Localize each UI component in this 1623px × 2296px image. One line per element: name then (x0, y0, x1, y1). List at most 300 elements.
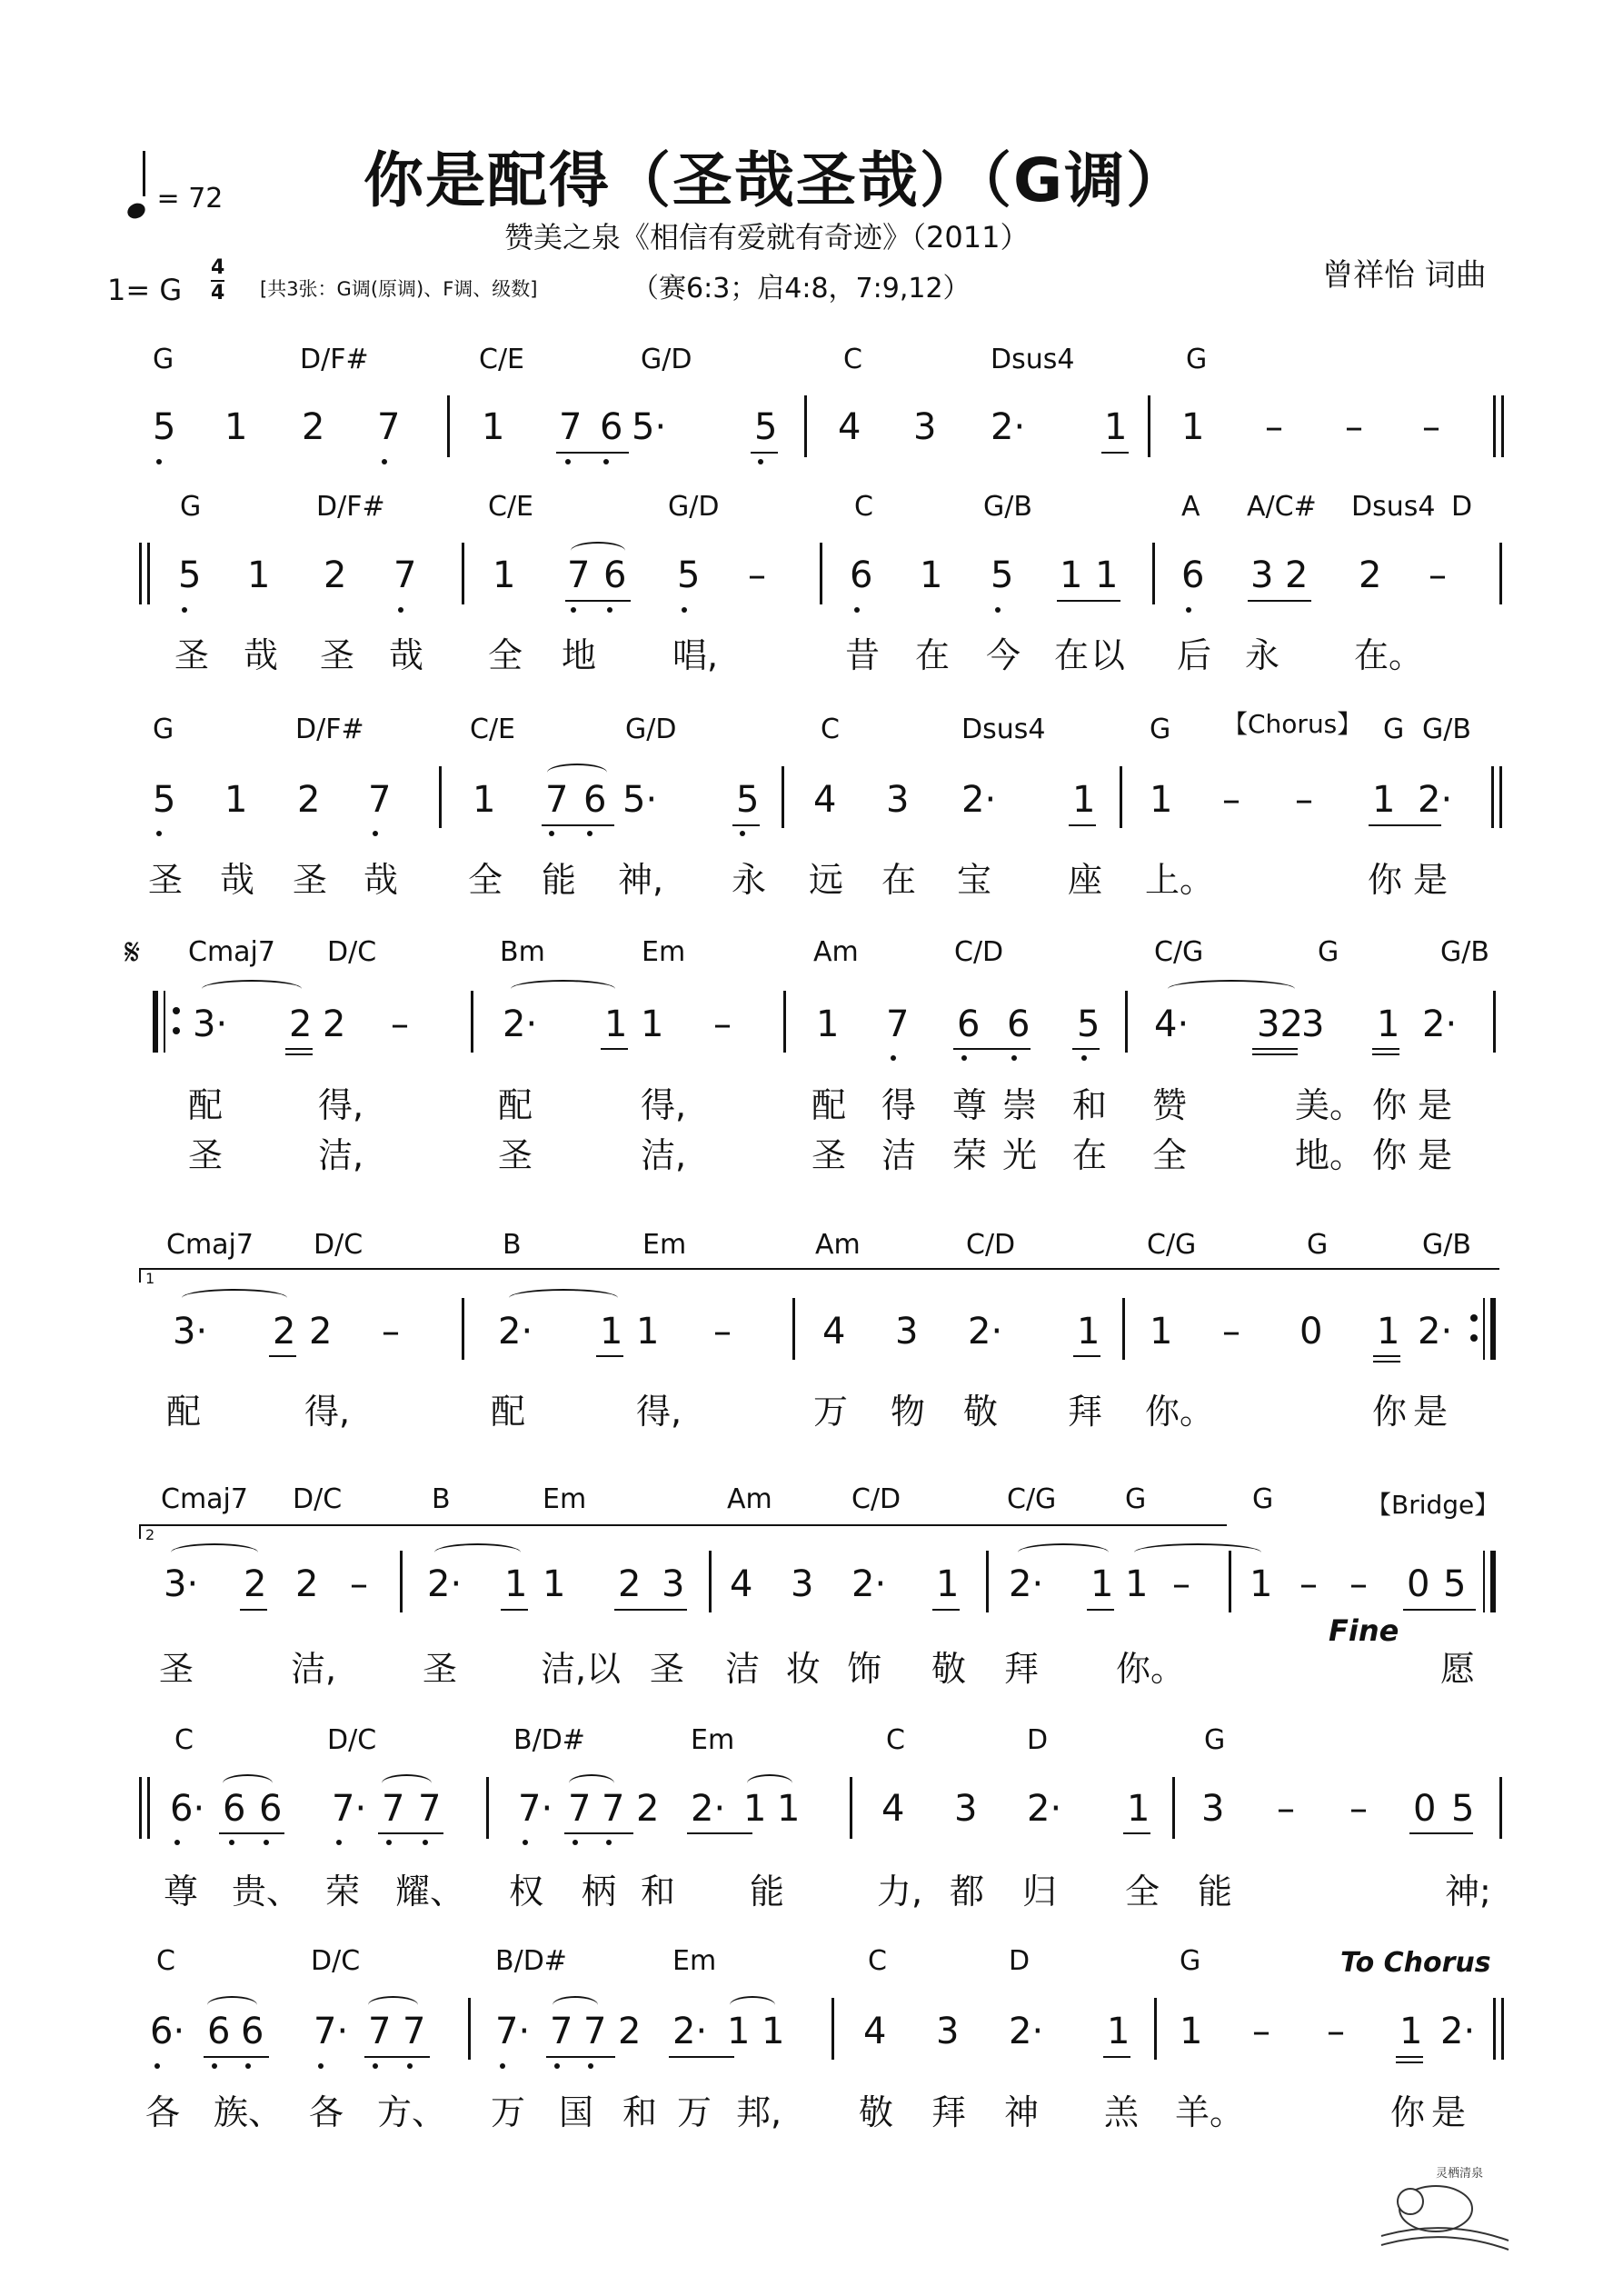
note: 3 (936, 2011, 960, 2052)
note: 2 (1285, 554, 1309, 596)
note: 6 (207, 2011, 231, 2052)
lyric: 哉 (220, 860, 255, 900)
note: 2 (289, 1003, 313, 1045)
note: 1 (636, 1311, 660, 1353)
note: 1 (777, 1788, 801, 1830)
lyric: 永 (732, 860, 767, 900)
lyric: 圣 (812, 1135, 847, 1175)
lyric: 全 (1152, 1135, 1188, 1175)
barline (471, 991, 473, 1053)
lyric: 愿 (1440, 1649, 1476, 1689)
second-ending-bracket (139, 1524, 1227, 1539)
lyric: 敬 (859, 2092, 894, 2132)
chord: C (174, 1724, 194, 1756)
song-title: 你是配得（圣哉圣哉）（G调） (363, 145, 1189, 215)
note: – (1345, 406, 1363, 448)
lyric: 圣 (320, 635, 355, 675)
chord: D (1451, 491, 1473, 523)
note: – (1349, 1563, 1368, 1605)
chord: G (1318, 936, 1339, 968)
lyric: 敬 (963, 1392, 999, 1432)
time-bottom: 4 (211, 282, 225, 304)
note: – (382, 1311, 400, 1353)
note: – (1299, 1563, 1318, 1605)
lyric: 和 (622, 2092, 658, 2132)
note: 5 (178, 554, 202, 596)
lyric: 归 (1022, 1872, 1058, 1912)
lyric: 你。 (1145, 1392, 1215, 1432)
note: 1 (1181, 406, 1205, 448)
note: 3· (173, 1311, 208, 1353)
lyric: 和 (641, 1872, 676, 1912)
note: 2· (498, 1311, 533, 1353)
chord: G (1204, 1724, 1226, 1756)
note: 7· (314, 2011, 349, 2052)
lyric: 全 (468, 860, 503, 900)
note: 1 (1077, 1311, 1100, 1353)
chord: C/E (470, 714, 516, 745)
lyric: 和 (1072, 1085, 1108, 1125)
note: 1 (247, 554, 271, 596)
note: 6 (259, 1788, 283, 1830)
note: 1 (1090, 1563, 1114, 1605)
barline (986, 1551, 989, 1612)
barline (850, 1777, 852, 1839)
chord: Em (543, 1483, 587, 1515)
lyric: 圣 (293, 860, 328, 900)
note: 2· (1440, 2011, 1476, 2052)
note: 2 (273, 1311, 296, 1353)
note: – (1222, 1311, 1240, 1353)
chord: G/B (983, 491, 1032, 523)
barline (1493, 991, 1496, 1053)
chord: D/F# (295, 714, 364, 745)
note: 2· (672, 2011, 708, 2052)
chord: B/D# (495, 1945, 567, 1977)
lyric: 是 (1431, 2092, 1467, 2132)
chord: D/F# (316, 491, 385, 523)
note: 1 (727, 2011, 751, 2052)
chord: B (503, 1229, 522, 1261)
barline (1152, 543, 1155, 604)
note: 4 (838, 406, 861, 448)
note: 6 (1007, 1003, 1031, 1045)
note: 1 (1127, 1788, 1150, 1830)
note: 2 (618, 1563, 642, 1605)
lyric: 圣 (188, 1135, 224, 1175)
note: 2· (991, 406, 1026, 448)
lyric: 得 (881, 1085, 917, 1125)
note: 1 (1095, 554, 1119, 596)
lyric: 神 (1004, 2092, 1040, 2132)
lyric: 权 (509, 1872, 544, 1912)
time-signature (211, 256, 224, 305)
note: 2 (244, 1563, 267, 1605)
note: 4· (1154, 1003, 1190, 1045)
note: 2· (1009, 1563, 1044, 1605)
lyric: 荣 (325, 1872, 361, 1912)
note: 2· (1418, 1311, 1453, 1353)
barline (782, 766, 784, 828)
note: 1 (1150, 779, 1173, 821)
chord: G/B (1422, 714, 1471, 745)
note: – (391, 1003, 409, 1045)
chord: G (1125, 1483, 1147, 1515)
chord: G (153, 714, 174, 745)
lyric: 以 (1090, 635, 1126, 675)
lyric: 贵、 (232, 1872, 302, 1912)
note: 4 (863, 2011, 887, 2052)
note: 5 (991, 554, 1014, 596)
note: – (1222, 779, 1240, 821)
barline (709, 1551, 712, 1612)
note: – (1252, 2011, 1270, 2052)
note: 4 (822, 1311, 846, 1353)
note: 1 (816, 1003, 840, 1045)
chord: Em (642, 1229, 687, 1261)
tempo-marking (127, 162, 223, 215)
lyric: 配 (498, 1085, 533, 1125)
lyric: 哉 (363, 860, 399, 900)
lyric: 是 (1418, 1085, 1453, 1125)
chord: D/C (314, 1229, 363, 1261)
lyric: 万 (813, 1392, 849, 1432)
lyric: 族、 (214, 2092, 284, 2132)
chord: Cmaj7 (161, 1483, 248, 1515)
note: 2 (297, 779, 321, 821)
barline (1154, 1998, 1157, 2060)
chord: C/D (966, 1229, 1016, 1261)
note: 1 (1250, 1563, 1273, 1605)
double-barline (139, 543, 150, 604)
note: 4 (813, 779, 837, 821)
chord: C/E (488, 491, 534, 523)
chord: G/B (1422, 1229, 1471, 1261)
note: 3 (791, 1563, 814, 1605)
chord: D/C (293, 1483, 343, 1515)
chord: G (1383, 714, 1405, 745)
lyric: 地 (562, 635, 597, 675)
lyric: 洁, (641, 1135, 687, 1175)
repeat-dots (1470, 1314, 1478, 1342)
lyric: 尊 (952, 1085, 988, 1125)
note: 7 (559, 406, 582, 448)
note: 1 (936, 1563, 960, 1605)
chord: Cmaj7 (166, 1229, 254, 1261)
note: 7 (418, 1788, 442, 1830)
song-subtitle: 赞美之泉《相信有爱就有奇迹》（2011） (504, 220, 1030, 255)
lyric: 方、 (377, 2092, 447, 2132)
note: 1 (1150, 1311, 1173, 1353)
lyric: 在 (1054, 635, 1090, 675)
lyric: 洁,以 (541, 1649, 622, 1689)
time-top: 4 (211, 256, 224, 282)
note: 7· (495, 2011, 531, 2052)
lyric: 哉 (389, 635, 424, 675)
lyric: 是 (1418, 1135, 1453, 1175)
note: 2· (691, 1788, 726, 1830)
lyric: 尊 (164, 1872, 199, 1912)
barline (820, 543, 822, 604)
lyric: 力, (877, 1872, 923, 1912)
note: 2· (968, 1311, 1003, 1353)
note: 0 (1407, 1563, 1430, 1605)
chord: Em (691, 1724, 735, 1756)
note: 2· (1009, 2011, 1044, 2052)
note: 7 (382, 1788, 405, 1830)
lyric: 物 (891, 1392, 926, 1432)
double-barline (1493, 1998, 1504, 2060)
note: 5· (632, 406, 667, 448)
note: 3 (954, 1788, 978, 1830)
note: 1 (1060, 554, 1083, 596)
lyric: 洁 (881, 1135, 917, 1175)
lyric: 饰 (847, 1649, 882, 1689)
note: 1 (493, 554, 516, 596)
note: – (1172, 1563, 1190, 1605)
note: – (1295, 779, 1313, 821)
note: – (748, 554, 766, 596)
note: 2· (1027, 1788, 1062, 1830)
note: – (350, 1563, 368, 1605)
note: 6· (150, 2011, 185, 2052)
chord: C (821, 714, 840, 745)
quarter-note-icon (125, 201, 148, 222)
note: 7 (550, 2011, 573, 2052)
barline (1172, 1777, 1175, 1839)
lyric: 圣 (174, 635, 210, 675)
note: 0 (1299, 1311, 1323, 1353)
chord: D/C (327, 936, 377, 968)
repeat-end-bar (1490, 1298, 1496, 1360)
note: – (1265, 406, 1283, 448)
lyric: 在。 (1354, 635, 1424, 675)
note: 7 (403, 2011, 426, 2052)
note: 7 (886, 1003, 910, 1045)
note: 6 (957, 1003, 981, 1045)
note: 6 (241, 2011, 264, 2052)
lyric: 远 (809, 860, 844, 900)
chord: D/C (311, 1945, 361, 1977)
note: 1 (604, 1003, 628, 1045)
note: 1 (543, 1563, 566, 1605)
repeat-start-bar (153, 991, 158, 1053)
chord: C (843, 344, 862, 375)
lyric: 全 (1125, 1872, 1160, 1912)
lyric: 柄 (582, 1872, 617, 1912)
first-ending-number: 1 (145, 1270, 155, 1287)
note: 2 (636, 1788, 660, 1830)
second-ending-number: 2 (145, 1526, 155, 1543)
chord: G (180, 491, 202, 523)
barline (783, 991, 786, 1053)
chord: G (1307, 1229, 1329, 1261)
lyric: 配 (491, 1392, 526, 1432)
tempo-value: = 72 (156, 183, 224, 215)
note: 6 (223, 1788, 246, 1830)
lyric: 座 (1068, 860, 1103, 900)
barline (462, 1298, 464, 1360)
note: 6 (600, 406, 623, 448)
note: 2 (618, 2011, 642, 2052)
note: 1 (1104, 406, 1128, 448)
chord: D (1009, 1945, 1031, 1977)
chord: Em (672, 1945, 717, 1977)
lyric: 得, (636, 1392, 682, 1432)
chord: C/D (954, 936, 1004, 968)
double-barline (1491, 766, 1502, 828)
lyric: 羊。 (1175, 2092, 1245, 2132)
lyric: 光 (1002, 1135, 1038, 1175)
chord: C (156, 1945, 175, 1977)
note: 3· (193, 1003, 228, 1045)
note: 1 (920, 554, 943, 596)
note: 7 (583, 2011, 607, 2052)
lyric: 洁, (291, 1649, 337, 1689)
lyric: 你 (1372, 1085, 1408, 1125)
note: 1 (224, 406, 248, 448)
chord: C/D (851, 1483, 901, 1515)
lyric: 在 (915, 635, 951, 675)
note: 7· (518, 1788, 553, 1830)
chord: Am (727, 1483, 772, 1515)
lyric: 崇 (1002, 1085, 1038, 1125)
note: 5 (677, 554, 701, 596)
note: 6· (170, 1788, 205, 1830)
lyric: 你 (1372, 1392, 1408, 1432)
note: 1 (1125, 1563, 1149, 1605)
lyric: 唱, (672, 635, 719, 675)
lyric: 你。 (1116, 1649, 1186, 1689)
note: 4 (881, 1788, 905, 1830)
note: 7 (368, 779, 392, 821)
bridge-marker: 【Bridge】 (1366, 1490, 1500, 1520)
note: 7 (567, 554, 591, 596)
chord: Am (815, 1229, 861, 1261)
note: 6 (1181, 554, 1205, 596)
lyric: 邦, (736, 2092, 782, 2132)
scripture-reference: （赛6:3；启4:8，7:9,12） (632, 273, 971, 304)
barline (1120, 766, 1122, 828)
lyric: 万 (677, 2092, 712, 2132)
note: 1 (1377, 1003, 1400, 1045)
note: 1 (1372, 779, 1396, 821)
note: 2· (503, 1003, 538, 1045)
chord: D (1027, 1724, 1049, 1756)
barline (831, 1998, 834, 2060)
barline (1148, 395, 1150, 457)
lyric: 在 (1072, 1135, 1108, 1175)
lyric: 耀、 (395, 1872, 465, 1912)
note: 2· (427, 1563, 463, 1605)
lyric: 洁, (318, 1135, 364, 1175)
chord: G/D (668, 491, 720, 523)
chord: Cmaj7 (188, 936, 275, 968)
lyric: 宝 (957, 860, 992, 900)
note: – (1277, 1788, 1295, 1830)
lyric: 得, (641, 1085, 687, 1125)
to-chorus-marker: To Chorus (1340, 1947, 1491, 1979)
barline (439, 766, 442, 828)
note: 2 (302, 406, 325, 448)
note: – (1422, 406, 1440, 448)
barline (1122, 1298, 1125, 1360)
barline (1125, 991, 1128, 1053)
double-barline (139, 1777, 150, 1839)
note: 7 (368, 2011, 392, 2052)
lyric: 国 (559, 2092, 594, 2132)
chord: C/G (1154, 936, 1204, 968)
note: 1 (482, 406, 505, 448)
note: 5 (153, 406, 176, 448)
repeat-dots (173, 1007, 180, 1034)
chord: G (1252, 1483, 1274, 1515)
chord: G/D (641, 344, 692, 375)
note: 3 (1201, 1788, 1225, 1830)
lyric: 圣 (650, 1649, 685, 1689)
note: 3 (886, 779, 910, 821)
barline (400, 1551, 403, 1612)
lyric: 是 (1413, 860, 1449, 900)
note: 2· (961, 779, 997, 821)
lyric: 配 (812, 1085, 847, 1125)
lyric: 圣 (423, 1649, 458, 1689)
barline (468, 1998, 471, 2060)
lyric: 得, (304, 1392, 351, 1432)
note: – (713, 1003, 732, 1045)
chord: Am (813, 936, 859, 968)
note: 3 (662, 1563, 685, 1605)
note: 1 (1180, 2011, 1203, 2052)
note: – (713, 1311, 732, 1353)
note: 7 (602, 1788, 625, 1830)
lyric: 圣 (148, 860, 184, 900)
note: 1 (224, 779, 248, 821)
lyric: 昔 (845, 635, 881, 675)
note: 1 (504, 1563, 528, 1605)
chord: Dsus4 (961, 714, 1046, 745)
chord: A (1181, 491, 1200, 523)
author-credit: 曾祥怡 词曲 (1322, 257, 1487, 294)
chord: Dsus4 (1351, 491, 1436, 523)
lyric: 地。 (1295, 1135, 1365, 1175)
chord: C/E (479, 344, 525, 375)
note: 2 (323, 1003, 346, 1045)
note: – (1429, 554, 1447, 596)
key-signature: 1= G (107, 273, 183, 307)
sheets-note: [共3张：G调(原调)、F调、级数] (260, 278, 538, 300)
chord: G (153, 344, 174, 375)
note: 5 (754, 406, 778, 448)
note: – (1327, 2011, 1345, 2052)
lyric: 拜 (1068, 1392, 1103, 1432)
note: 1 (1399, 2011, 1423, 2052)
note: 2· (1422, 1003, 1458, 1045)
chord: G (1180, 1945, 1201, 1977)
note: 2 (1359, 554, 1382, 596)
note: 1 (1072, 779, 1096, 821)
note: 2 (324, 554, 347, 596)
note: 32 (1257, 1003, 1303, 1045)
lyric: 神; (1445, 1872, 1491, 1912)
note: 3 (895, 1311, 919, 1353)
final-barline (1490, 1551, 1496, 1612)
note: 3 (1301, 1003, 1325, 1045)
lyric: 拜 (1004, 1649, 1040, 1689)
lyric: 妆 (786, 1649, 821, 1689)
chord: G/B (1440, 936, 1489, 968)
lyric: 你 (1390, 2092, 1426, 2132)
